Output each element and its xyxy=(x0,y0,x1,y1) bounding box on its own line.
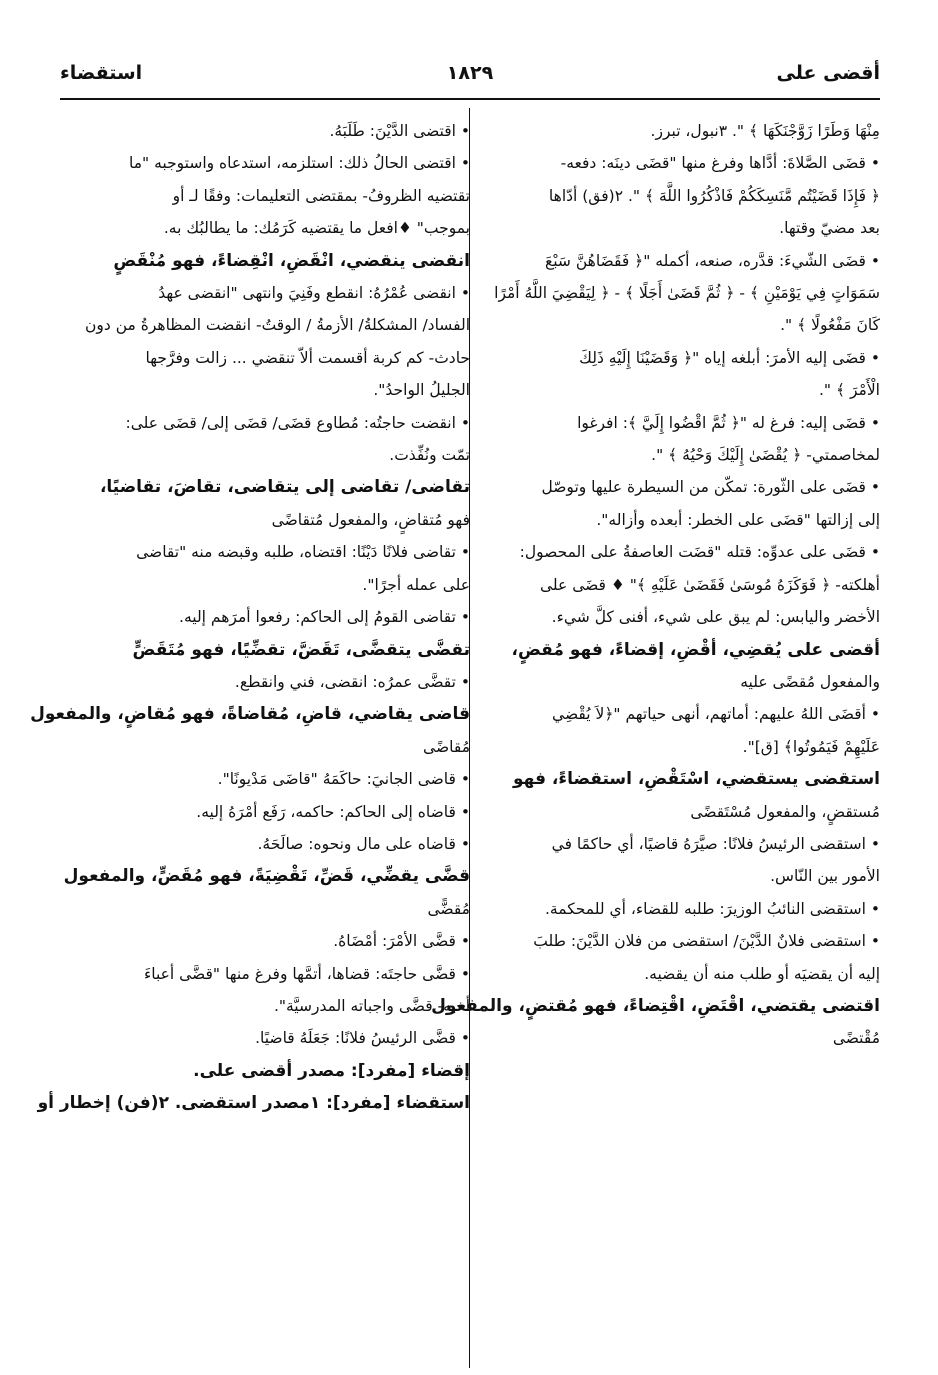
text-line: الْأَمْرَ ﴾ ". xyxy=(819,381,880,400)
text-line: • قضَى إليه الأمرَ: أبلغه إياه "﴿ وَقَضَيْنَا إِلَيْهِ ذَلِكَ xyxy=(579,348,880,367)
text-line: الأخضر واليابس: لم يبق على شيء، أفنى كلَّ شيء. xyxy=(551,608,880,627)
text-line: • انقضى عُمْرُهُ: انقطع وفَنِيَ وانتهى "انقضى عهدُ xyxy=(158,284,470,303)
text-line: • تقاضى فلانًا دَيْنًا: اقتضاه، طلبه وقبضه منه "تقاضى xyxy=(136,543,470,562)
page-header xyxy=(60,60,880,100)
text-line: الجليلُ الواحدُ". xyxy=(373,381,470,400)
text-line: مُقاضًى xyxy=(423,737,470,756)
text-line: • اقتضى الحالُ ذلك: استلزمه، استدعاه واستوجبه "ما xyxy=(129,154,470,173)
entry-headword: تقاضى/ تقاضى إلى يتقاضى، تقاضَ، تقاضيًا، xyxy=(99,477,470,498)
text-line: • قضَى إليه: فرغ له "﴿ ثُمَّ اقْضُوا إِلَيَّ ﴾: افرغوا xyxy=(577,413,880,432)
entry-headword: تقضَّى يتقضَّى، تَقَضَّ، تقضِّيًا، فهو مُتَقَضٍّ xyxy=(132,639,470,660)
text-line: عَلَيْهِمْ فَيَمُوتُوا﴾ [ق]". xyxy=(742,737,880,756)
text-line: • قضَّى حاجتَه: قضاها، أتمَّها وفرغ منها "قضَّى أعباءَ xyxy=(143,964,470,983)
text-line: سَمَوَاتٍ فِي يَوْمَيْنِ ﴾ - ﴿ ثُمَّ قَضَىٰ أَجَلًا ﴾ - ﴿ لِيَقْضِيَ اللَّهُ أَمْرًا xyxy=(494,284,880,303)
text-line: مُقضًّى xyxy=(427,899,470,918)
page-number: ١٨٢٩ xyxy=(446,62,494,84)
header-guide-word-right: أقضى على xyxy=(776,62,880,84)
text-line: كَانَ مَفْعُولًا ﴾ ". xyxy=(780,316,880,335)
entry-headword: استقضاء [مفرد]: ١مصدر استقضى. ٢(فن) إخطار أو xyxy=(37,1093,470,1114)
text-line: • قضَى الصَّلاةَ: أدَّاها وفرغ منها "قضَى دينَه: دفعه- xyxy=(560,154,880,173)
text-line: أهلكته- ﴿ فَوَكَزَهُ مُوسَىٰ فَقَضَىٰ عَلَيْهِ ﴾" ♦ قضَى على xyxy=(539,575,880,594)
text-line: • قضَّى الرئيسُ فلانًا: جَعَلَهُ قاضيًا. xyxy=(255,1029,470,1048)
text-line: • استقضى النائبُ الوزيرَ: طلبه للقضاء، أي للمحكمة. xyxy=(545,899,880,918)
entry-headword: قاضى يقاضي، قاضِ، مُقاضاةً، فهو مُقاضٍ، والمفعول xyxy=(30,704,470,725)
text-line: ﴿ فَإِذَا قَضَيْتُم مَّنَسِكَكُمْ فَاذْكُرُوا اللَّهَ ﴾ ". ٢(فق) أدّاها xyxy=(548,186,880,205)
text-line: مُستقضٍ، والمفعول مُسْتَقضًى xyxy=(690,802,880,821)
text-line: • انقضت حاجتُه: مُطاوع قضَى/ قضَى إلى/ قضَى على: xyxy=(125,413,470,432)
text-line: فهو مُتقاضٍ، والمفعول مُتقاضًى xyxy=(271,510,470,529)
text-line: • قضَى الشّيءَ: قدَّره، صنعه، أكمله "﴿ فَقَضَاهُنَّ سَبْعَ xyxy=(545,251,880,270)
text-line: مِنْهَا وَطَرًا زَوَّجْنَكَهَا ﴾ ". ٣نبول، تبرز. xyxy=(650,122,880,140)
text-line: • استقضى فلانٌ الدَّيْنَ/ استقضى من فلان الدَّيْنَ: طلبَ xyxy=(533,932,880,951)
text-line: • قاضاه على مال ونحوه: صالَحَهُ. xyxy=(257,834,470,853)
entry-headword: أقضى على يُقضِي، أقْضِ، إقضاءً، فهو مُقضٍ، xyxy=(511,639,880,660)
text-line: بعد مضيّ وقتها. xyxy=(779,219,880,238)
text-line: الفساد/ المشكلةُ/ الأزمةُ / الوقتُ- انقضت المظاهرةُ من دون xyxy=(85,316,470,335)
entry-headword: استقضى يستقضي، اسْتَقْضِ، استقضاءً، فهو xyxy=(513,769,880,790)
text-line: مُقْتضًى xyxy=(832,1029,880,1048)
entry-headword: إقضاء [مفرد]: مصدر أقضى على. xyxy=(193,1060,470,1081)
text-line: • قاضاه إلى الحاكم: حاكمه، رَفَع أمْرَهُ إليه. xyxy=(196,802,470,821)
text-line: • قاضى الجانيَ: حاكَمَهُ "قاضَى مَدْيونًا". xyxy=(217,770,470,789)
text-line: • أقضَى اللهُ عليهم: أماتهم، أنهى حياتهم "﴿لاَ يُقْضِي xyxy=(552,705,880,724)
text-line: إليه أن يقضيَه أو طلب منه أن يقضيه. xyxy=(644,964,880,983)
text-line: على عمله أجرًا". xyxy=(362,575,470,594)
text-line: • قضَى على الثّورة: تمكّن من السيطرة عليها وتوصّل xyxy=(541,478,880,497)
header-guide-word-left: استقضاء xyxy=(60,62,143,84)
left-column xyxy=(30,115,470,1120)
text-line: • تقضَّى عمرُه: انقضى، فني وانقطع. xyxy=(234,672,470,691)
text-line: إلى إزالتها "قضَى على الخطر: أبعده وأزاله". xyxy=(596,510,880,529)
entry-headword: قضَّى يقضِّي، قَضِّ، تَقْضِيَةً، فهو مُقَضٍّ، والمفعول xyxy=(63,866,470,887)
text-line: والمفعول مُقضًى عليه xyxy=(740,672,880,691)
text-line: حادث- كم كربة أقسمت ألاّ تنقضي ... زالت وفرَّجها xyxy=(145,348,470,367)
entry-headword: انقضى ينقضي، انْقَضِ، انْقِضاءً، فهو مُنْقَضٍ xyxy=(113,250,470,271)
text-line: لمخاصمتي- ﴿ يُقْضَىٰ إِلَيْكَ وَحْيُهُ ﴾ ". xyxy=(651,446,880,465)
text-line: الأمور بين النّاس. xyxy=(770,867,880,886)
text-line: بموجب" ♦افعل ما يقتضيه كَرَمُك: ما يطالبُك به. xyxy=(163,219,470,238)
text-line: تقتضيه الظروفُ- بمقتضى التعليمات: وفقًا لـ أو xyxy=(172,186,470,205)
text-line: • استقضى الرئيسُ فلانًا: صيَّرَهُ قاضيًا، أي حاكمًا في xyxy=(551,834,880,853)
text-line: • قضَى على عدوِّه: قتله "قضَت العاصفةُ على المحصول: xyxy=(519,543,880,562)
text-line: تمّت ونُفِّذت. xyxy=(389,446,470,465)
text-line: • قضَّى الأمْرَ: أمْضَاهُ. xyxy=(333,932,470,951)
text-line: • اقتضى الدَّيْنَ: طَلَبَهُ. xyxy=(329,122,470,140)
entry-headword: اقتضى يقتضي، اقْتَضِ، اقْتِضاءً، فهو مُقتضٍ، والمفعول xyxy=(431,995,880,1016)
text-line: • تقاضى القومُ إلى الحاكم: رفعوا أمرَهم إليه. xyxy=(179,608,470,627)
text-line: أخيه- قضَّى واجباته المدرسيَّة". xyxy=(273,996,470,1015)
